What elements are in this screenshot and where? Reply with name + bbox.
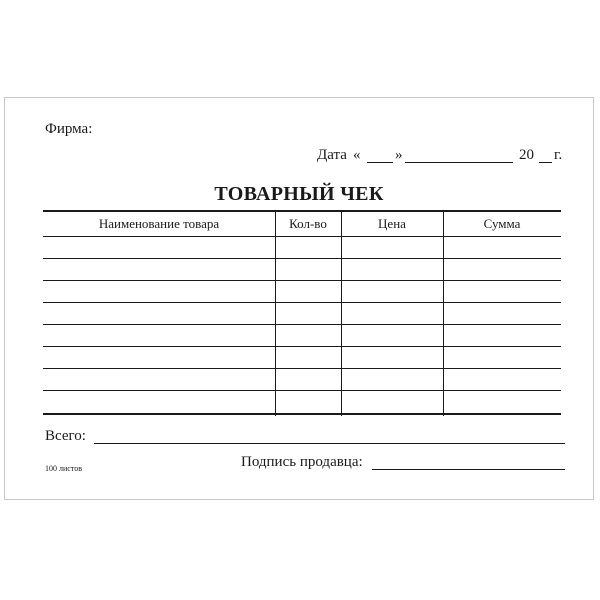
day-field[interactable] xyxy=(367,162,393,163)
total-field[interactable] xyxy=(94,443,565,444)
year-field[interactable] xyxy=(539,162,552,163)
date-open-quote: « xyxy=(353,147,361,163)
table-row-line xyxy=(43,302,561,303)
firm-label: Фирма: xyxy=(45,121,93,137)
column-header-sum: Сумма xyxy=(483,216,521,231)
total-label: Всего: xyxy=(45,428,86,444)
date-label: Дата xyxy=(317,147,347,163)
column-divider xyxy=(443,210,444,416)
total-row xyxy=(45,428,565,448)
goods-table xyxy=(43,210,561,416)
table-row-line xyxy=(43,324,561,325)
table-row-line xyxy=(43,346,561,347)
date-row xyxy=(317,147,567,167)
table-bottom-border xyxy=(43,413,561,415)
receipt-form xyxy=(4,97,594,500)
year-suffix: г. xyxy=(554,147,563,163)
table-row-line xyxy=(43,258,561,259)
column-header-price: Цена xyxy=(378,216,406,231)
table-row-line xyxy=(43,280,561,281)
table-row-line xyxy=(43,368,561,369)
table-header-divider xyxy=(43,236,561,237)
year-prefix: 20 xyxy=(519,147,534,163)
seller-signature-row xyxy=(241,454,565,474)
column-header-item-name: Наименование товара xyxy=(98,216,220,231)
sheets-count-note: 100 листов xyxy=(45,464,82,473)
seller-signature-field[interactable] xyxy=(372,469,565,470)
form-title: ТОВАРНЫЙ ЧЕК xyxy=(214,183,384,205)
table-top-border xyxy=(43,210,561,212)
date-close-quote: » xyxy=(395,147,403,163)
column-divider xyxy=(341,210,342,416)
column-header-quantity: Кол-во xyxy=(289,216,327,231)
column-divider xyxy=(275,210,276,416)
month-field[interactable] xyxy=(405,162,513,163)
seller-signature-label: Подпись продавца: xyxy=(241,454,363,470)
table-row-line xyxy=(43,390,561,391)
